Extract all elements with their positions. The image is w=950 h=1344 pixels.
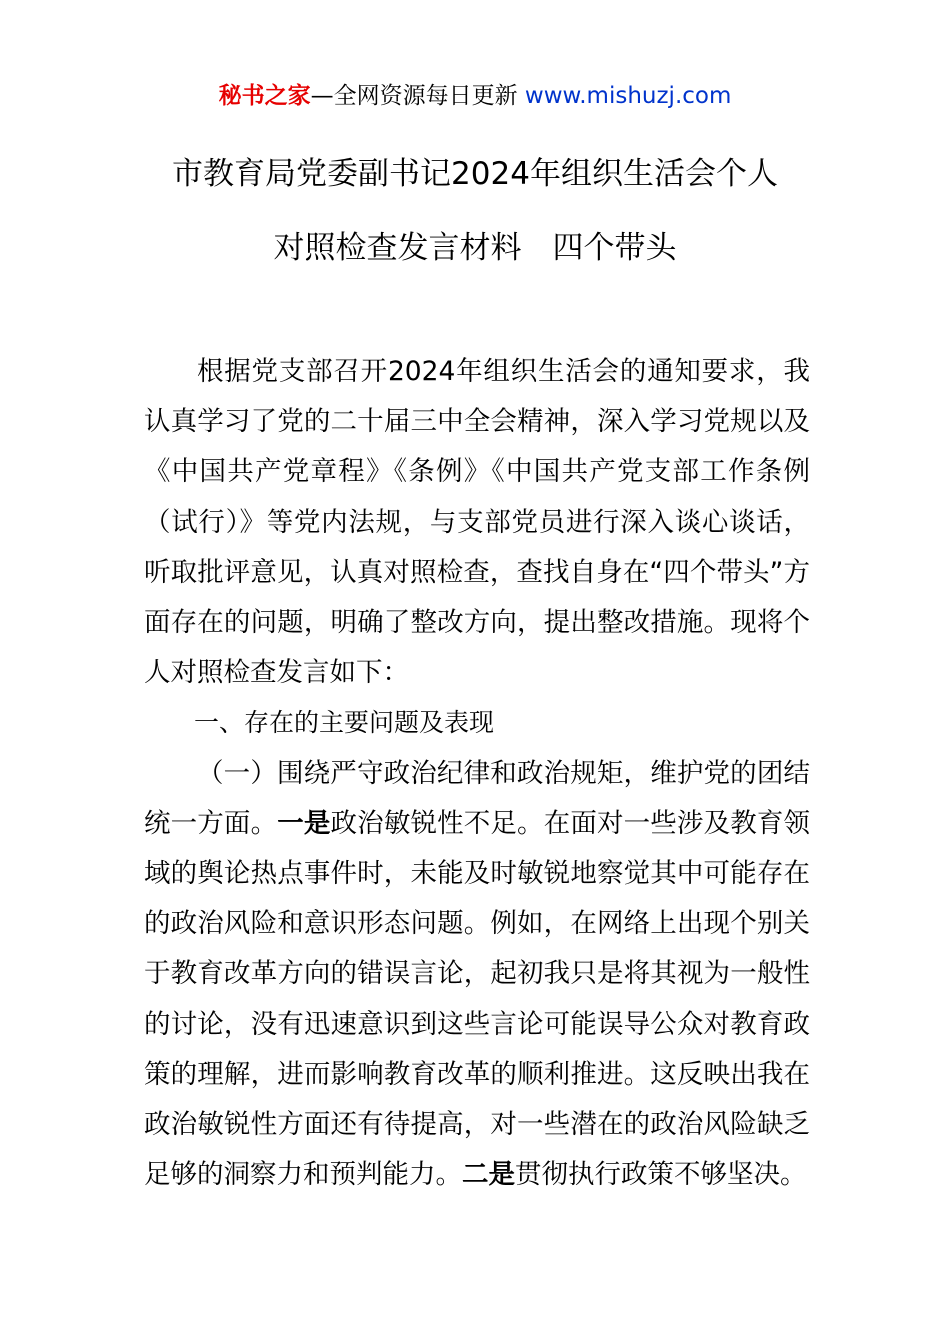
document-body (144, 347, 810, 1200)
site-header (0, 80, 950, 112)
point-label-1: 一是 (277, 807, 331, 839)
document-title-line-2: 对照检查发言材料 四个带头 (273, 230, 677, 266)
header-tagline: —全网资源每日更新 (310, 83, 518, 109)
point-label-2: 二是 (462, 1159, 515, 1191)
brand-name: 秘书之家 (218, 83, 311, 109)
document-title-line-1: 市教育局党委副书记2024年组织生活会个人 (172, 156, 778, 192)
point-text-1: 政治敏锐性不足。在面对一些涉及教育领域的舆论热点事件时，未能及时敏锐地察觉其中可能存在的政治风险和意识形态问题。例如，在网络上出现个别关于教育改革方向的错误言论，起初我只是将其视为一般性的讨论，没有迅速意识到这些言论可能误导公众对教育政策的理解，进而影响教育改革的顺利推进。这反映出我在政治敏锐性方面还有待提高，对一些潜在的政治风险缺乏足够的洞察力和预判能力。 (144, 807, 811, 1191)
section-heading: 一、存在的主要问题及表现 (194, 708, 495, 738)
intro-paragraph: 根据党支部召开2024年组织生活会的通知要求，我认真学习了党的二十届三中全会精神，深入学习党规以及《中国共产党章程》《条例》《中国共产党支部工作条例（试行）》等党内法规，与支部党员进行深入谈心谈话，听取批评意见，认真对照检查，查找自身在“四个带头”方面存在的问题，明确了整改方向，提出整改措施。现将个人对照检查发言如下： (144, 356, 810, 689)
point-text-2: 贯彻执行政策不够坚决。 (515, 1159, 807, 1191)
subsection-lead: （一）围绕严守政治纪律和政治规矩，维护党的团结统一方面。 (144, 757, 810, 839)
site-url[interactable]: www.mishuzj.com (524, 83, 732, 109)
subsection-paragraph (144, 749, 810, 1201)
